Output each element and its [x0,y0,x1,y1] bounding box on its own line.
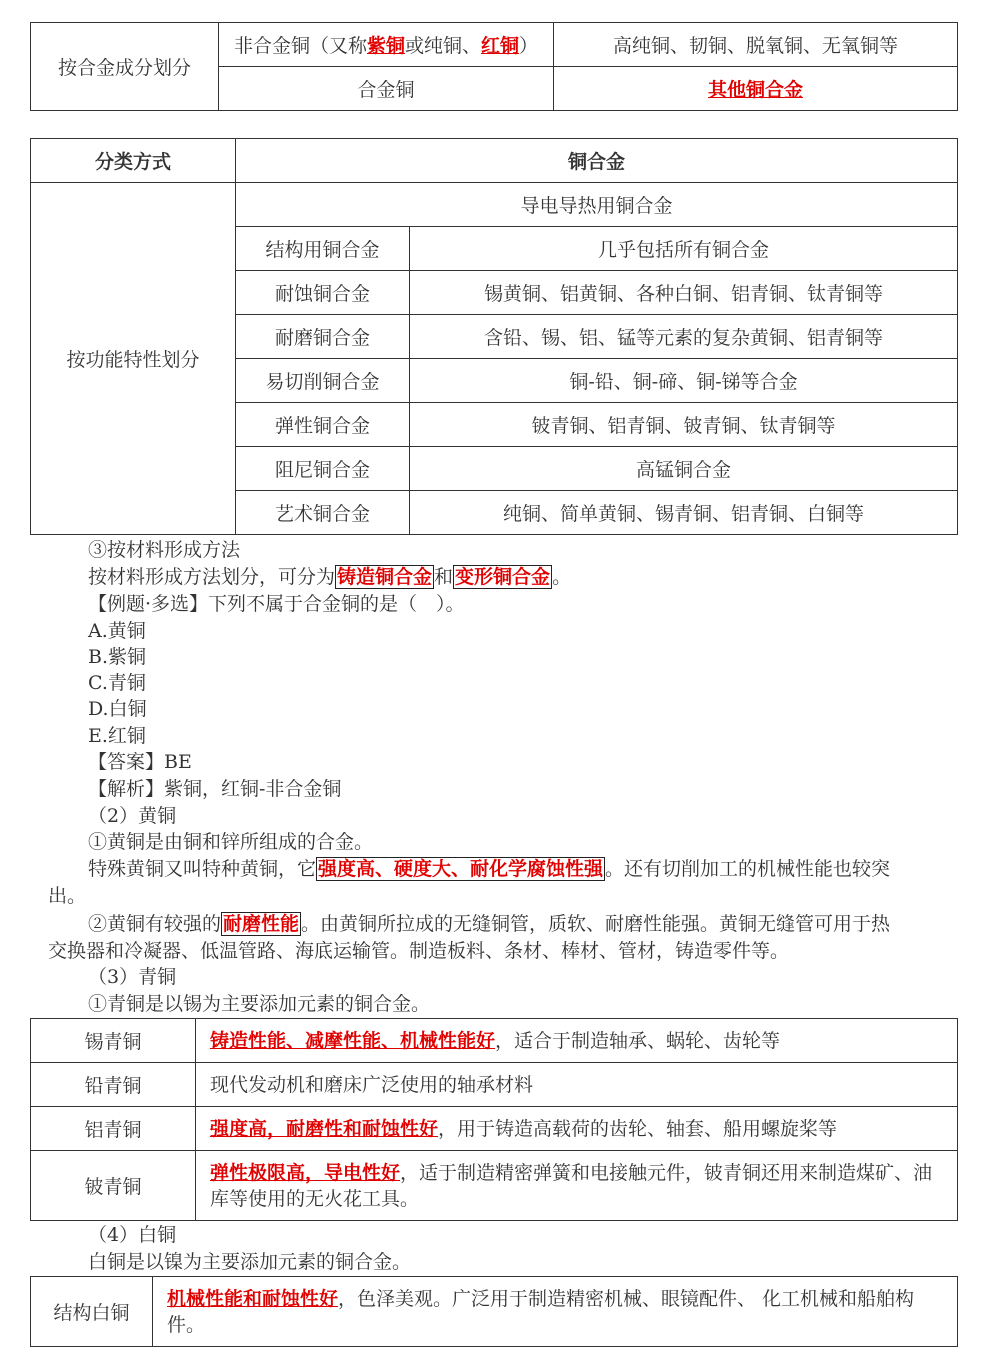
bronze-table [30,1018,958,1221]
header-copper-alloy: 铜合金 [236,139,958,183]
table-row-name: 弹性铜合金 [236,403,410,447]
bronze-para-1: ①青铜是以锡为主要添加元素的铜合金。 [88,993,431,1015]
table-row-name: 铍青铜 [31,1151,196,1221]
table-row-desc: 铍青铜、铝青铜、铍青铜、钛青铜等 [410,403,958,447]
purple-copper-highlight: 紫铜 [366,35,405,57]
section3-body: 按材料形成方法划分，可分为 铸造铜合金 和 变形铜合金 。 [88,566,572,588]
table-row-name: 铅青铜 [31,1063,196,1107]
cast-alloy-highlight: 铸造铜合金 [337,566,433,588]
brass-para-3-cont: 交换器和冷凝器、低温管路、海底运输管。制造板料、条材、棒材、管材，铸造零件等。 [48,940,790,962]
answer-line: 【答案】BE [88,751,192,773]
composition-row-label: 按合金成分划分 [31,23,219,111]
table-row-desc: 机械性能和耐蚀性好，色泽美观。广泛用于制造精密机械、眼镜配件、 化工机械和船舶构件。 [153,1277,958,1347]
table-row-name: 艺术铜合金 [236,491,410,535]
table-row-name: 锡青铜 [31,1019,196,1063]
table-row-name: 结构用铜合金 [236,227,410,271]
white-copper-para: 白铜是以镍为主要添加元素的铜合金。 [88,1251,412,1273]
table-row-desc: 纯铜、简单黄铜、锡青铜、铝青铜、白铜等 [410,491,958,535]
option-c: C.青铜 [88,672,146,694]
brass-heading: （2）黄铜 [88,805,177,827]
brass-para-2: 特殊黄铜又叫特种黄铜，它 强度高、硬度大、耐化学腐蚀性强 。还有切削加工的机械性能也较突 [88,858,891,880]
option-d: D.白铜 [88,698,147,720]
conductive-alloy-cell: 导电导热用铜合金 [236,183,958,227]
wrought-alloy-highlight: 变形铜合金 [455,566,551,588]
table-row-name: 结构白铜 [31,1277,153,1347]
alloy-copper-cell: 合金铜 [219,67,554,111]
option-a: A.黄铜 [88,620,146,642]
brass-para-3: ②黄铜有较强的 耐磨性能 。由黄铜所拉成的无缝铜管，质软、耐磨性能强。黄铜无缝管可用于热 [88,913,891,935]
wear-resistance-highlight: 耐磨性能 [223,913,300,935]
option-e: E.红铜 [88,725,146,747]
functional-row-label: 按功能特性划分 [31,183,236,535]
functional-classification-table [30,138,958,535]
option-b: B.紫铜 [88,646,147,668]
special-brass-highlight: 强度高、硬度大、耐化学腐蚀性强 [318,858,604,880]
table-row-name: 耐磨铜合金 [236,315,410,359]
brass-para-2-cont: 出。 [48,885,87,907]
white-copper-heading: （4）白铜 [88,1224,177,1246]
table-row-desc: 弹性极限高，导电性好，适于制造精密弹簧和电接触元件，铍青铜还用来制造煤矿、油库等使用的无火花工具。 [196,1151,958,1221]
table-row-name: 易切削铜合金 [236,359,410,403]
table-row-desc: 铸造性能、减摩性能、机械性能好，适合于制造轴承、蜗轮、齿轮等 [196,1019,958,1063]
alloy-composition-table [30,22,958,111]
table-row-name: 铝青铜 [31,1107,196,1151]
question-stem: 【例题·多选】下列不属于合金铜的是（ ）。 [88,593,465,615]
white-copper-table [30,1276,958,1347]
header-classification-method: 分类方式 [31,139,236,183]
red-copper-highlight: 红铜 [481,35,520,57]
table-row-name: 阻尼铜合金 [236,447,410,491]
table-row-desc: 铜-铅、铜-碲、铜-锑等合金 [410,359,958,403]
section3-heading: ③按材料形成方法 [88,539,241,561]
table-row-desc: 高锰铜合金 [410,447,958,491]
table-row-desc: 锡黄铜、铝黄铜、各种白铜、铝青铜、钛青铜等 [410,271,958,315]
other-copper-alloys-cell: 其他铜合金 [554,67,958,111]
brass-para-1: ①黄铜是由铜和锌所组成的合金。 [88,831,374,853]
non-alloy-copper-cell: 非合金铜（又称紫铜或纯铜、红铜） [219,23,554,67]
table-row-desc: 几乎包括所有铜合金 [410,227,958,271]
table-row-desc: 强度高，耐磨性和耐蚀性好，用于铸造高载荷的齿轮、轴套、船用螺旋桨等 [196,1107,958,1151]
table-row-name: 耐蚀铜合金 [236,271,410,315]
table-row-desc: 现代发动机和磨床广泛使用的轴承材料 [196,1063,958,1107]
analysis-line: 【解析】紫铜，红铜-非合金铜 [88,778,342,800]
bronze-heading: （3）青铜 [88,966,177,988]
table-row-desc: 含铅、锡、铝、锰等元素的复杂黄铜、铝青铜等 [410,315,958,359]
non-alloy-examples-cell: 高纯铜、韧铜、脱氧铜、无氧铜等 [554,23,958,67]
